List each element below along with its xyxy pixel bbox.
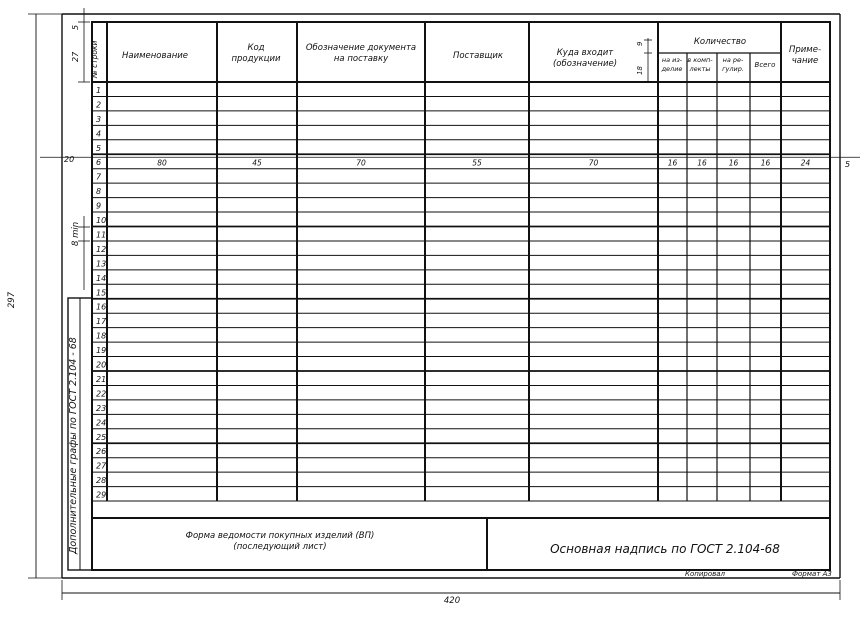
header-qty-item-line2: делие (661, 65, 683, 73)
row-number: 14 (96, 273, 107, 283)
footer-format: Формат А3 (792, 570, 832, 578)
column-width-label: 16 (728, 158, 739, 168)
footer-form-line1: Форма ведомости покупных изделий (ВП) (185, 531, 375, 541)
header-doc-line2: на поставку (333, 54, 389, 64)
row-number: 3 (96, 114, 102, 124)
header-qty-item-line1: на из- (661, 56, 683, 64)
row-number: 28 (96, 476, 107, 486)
footer-copied: Копировал (685, 570, 725, 578)
dim-total-width: 420 (443, 596, 461, 606)
dim-right-offset: 5 (845, 160, 851, 169)
column-width-label: 70 (588, 158, 599, 168)
header-qty-adjust-line2: гулир. (722, 65, 744, 73)
row-number: 9 (96, 201, 102, 211)
row-number: 5 (96, 143, 102, 153)
row-number: 21 (96, 374, 107, 384)
header-where-line1: Куда входит (556, 48, 614, 58)
column-width-label: 80 (157, 158, 167, 168)
row-number: 20 (96, 360, 107, 370)
row-number: 18 (96, 331, 107, 341)
row-number: 17 (96, 317, 107, 327)
row-number: 16 (96, 302, 107, 312)
header-qty-adjust-line1: на ре- (722, 56, 744, 64)
row-number: 4 (96, 129, 102, 139)
side-label: Дополнительные графы по ГОСТ 2.104 - 68 (68, 337, 79, 554)
row-number: 1 (96, 85, 102, 95)
row-number: 27 (96, 461, 107, 471)
dim-left-offset: 20 (64, 155, 75, 164)
column-width-label: 45 (252, 158, 262, 168)
header-row-no: № строки (90, 40, 99, 78)
row-number: 19 (96, 346, 107, 356)
column-width-label: 24 (800, 158, 811, 168)
header-name: Наименование (121, 51, 189, 61)
header-supplier: Поставщик (452, 51, 504, 61)
header-note-line2: чание (791, 56, 819, 66)
dim-header-height: 27 (71, 51, 80, 62)
footer-stamp: Основная надпись по ГОСТ 2.104-68 (550, 542, 780, 556)
dim-where-large: 18 (636, 66, 644, 75)
header-code-line1: Код (247, 43, 265, 53)
row-number: 26 (96, 447, 107, 457)
header-qty-kits-line1: в комп- (687, 56, 713, 64)
row-number: 24 (96, 418, 107, 428)
row-number: 12 (96, 244, 107, 254)
row-number: 2 (96, 100, 102, 110)
column-width-label: 16 (667, 158, 678, 168)
inner-frame (92, 22, 830, 570)
row-number: 15 (96, 288, 107, 298)
row-number: 13 (96, 259, 107, 269)
row-number: 25 (96, 432, 107, 442)
row-number: 23 (96, 403, 107, 413)
row-number: 6 (96, 158, 102, 168)
header-qty-kits-line2: лекты (689, 65, 711, 73)
dim-total-height: 297 (7, 291, 17, 309)
header-note-line1: Приме- (788, 45, 822, 55)
dim-where-small: 9 (636, 41, 644, 46)
row-number: 10 (96, 216, 107, 225)
table-grid (92, 22, 830, 501)
header-qty-total: Всего (754, 61, 776, 69)
row-number: 8 (96, 187, 102, 197)
header-where-line2: (обозначение) (552, 59, 618, 69)
column-width-label: 55 (472, 158, 482, 168)
column-width-label: 70 (356, 158, 366, 168)
header-code-line2: продукции (231, 54, 281, 64)
row-number: 7 (96, 172, 102, 182)
row-number: 22 (96, 389, 107, 399)
column-width-label: 16 (760, 158, 771, 168)
row-number: 29 (96, 490, 107, 500)
dim-top-offset: 5 (71, 24, 80, 30)
header-doc-line1: Обозначение документа (305, 43, 417, 53)
header-quantity: Количество (693, 37, 747, 47)
dim-row-height: 8 min (71, 221, 81, 246)
row-numbers (96, 86, 107, 500)
column-width-label: 16 (697, 158, 707, 168)
footer-form-line2: (последующий лист) (233, 542, 327, 552)
row-number: 11 (96, 230, 107, 240)
